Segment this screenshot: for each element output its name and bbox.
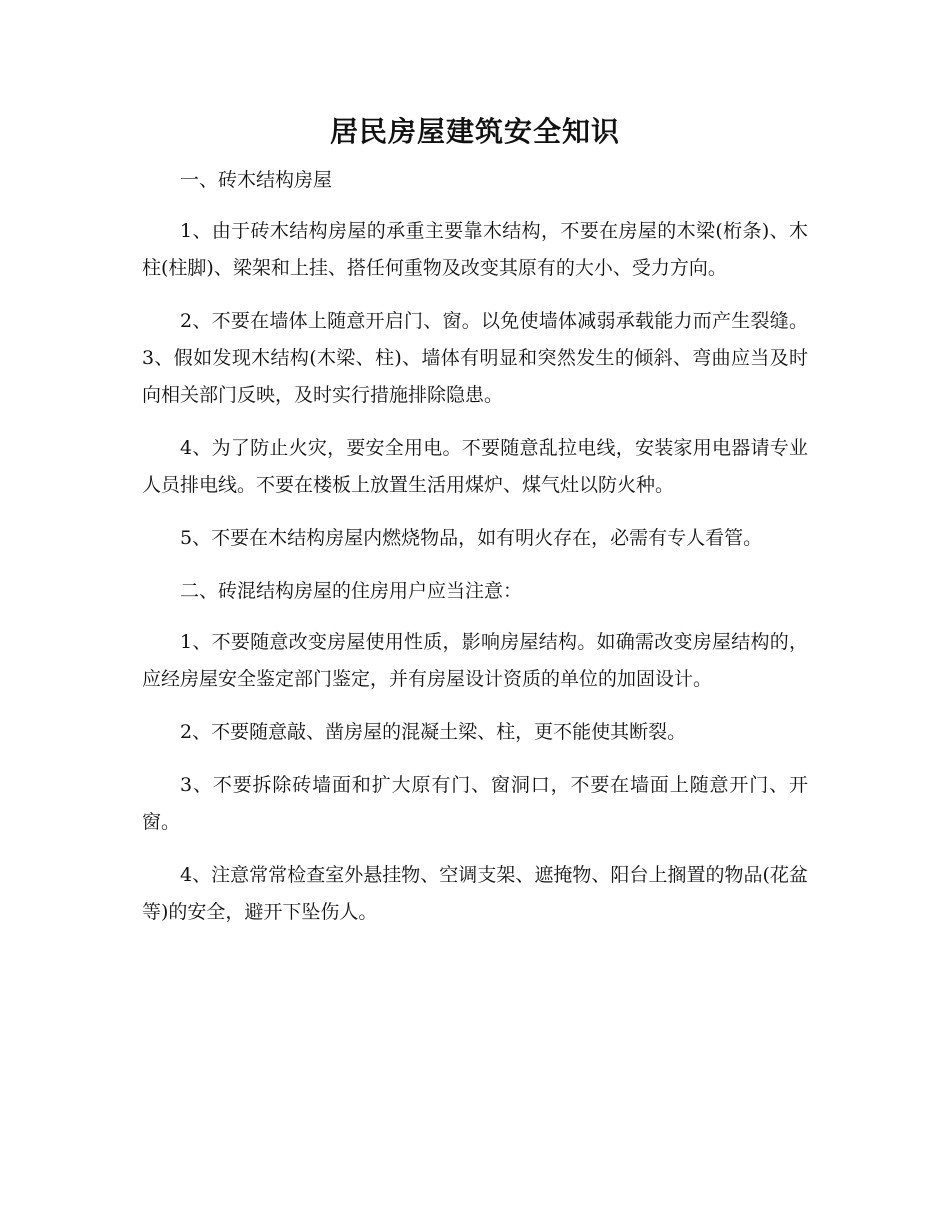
paragraph: 5、不要在木结构房屋内燃烧物品，如有明火存在，必需有专人看管。 (180, 527, 763, 549)
document-title: 居民房屋建筑安全知识 (329, 115, 620, 148)
paragraph: 4、为了防止火灾，要安全用电。不要随意乱拉电线，安装家用电器请专业人员排电线。不要在楼板上放置生活用煤炉、煤气灶以防火种。 (142, 437, 808, 496)
paragraph: 3、不要拆除砖墙面和扩大原有门、窗洞口，不要在墙面上随意开门、开窗。 (142, 774, 808, 833)
section-heading-brick-concrete: 二、砖混结构房屋的住房用户应当注意： (180, 580, 523, 602)
paragraph: 4、注意常常检查室外悬挂物、空调支架、遮掩物、阳台上搁置的物品(花盆等)的安全，避开下坠伤人。 (142, 864, 808, 923)
section-heading-brick-wood: 一、砖木结构房屋 (180, 169, 333, 191)
paragraph: 2、不要在墙体上随意开启门、窗。以免使墙体减弱承载能力而产生裂缝。3、假如发现木结构(木梁、柱)、墙体有明显和突然发生的倾斜、弯曲应当及时向相关部门反映，及时实行措施排除隐患。 (142, 310, 808, 406)
document-body (142, 162, 808, 947)
paragraph: 2、不要随意敲、凿房屋的混凝土梁、柱，更不能使其断裂。 (180, 721, 687, 743)
paragraph: 1、不要随意改变房屋使用性质，影响房屋结构。如确需改变房屋结构的，应经房屋安全鉴定部门鉴定，并有房屋设计资质的单位的加固设计。 (142, 631, 808, 690)
paragraph: 1、由于砖木结构房屋的承重主要靠木结构，不要在房屋的木梁(桁条)、木柱(柱脚)、梁架和上挂、搭任何重物及改变其原有的大小、受力方向。 (142, 220, 808, 279)
